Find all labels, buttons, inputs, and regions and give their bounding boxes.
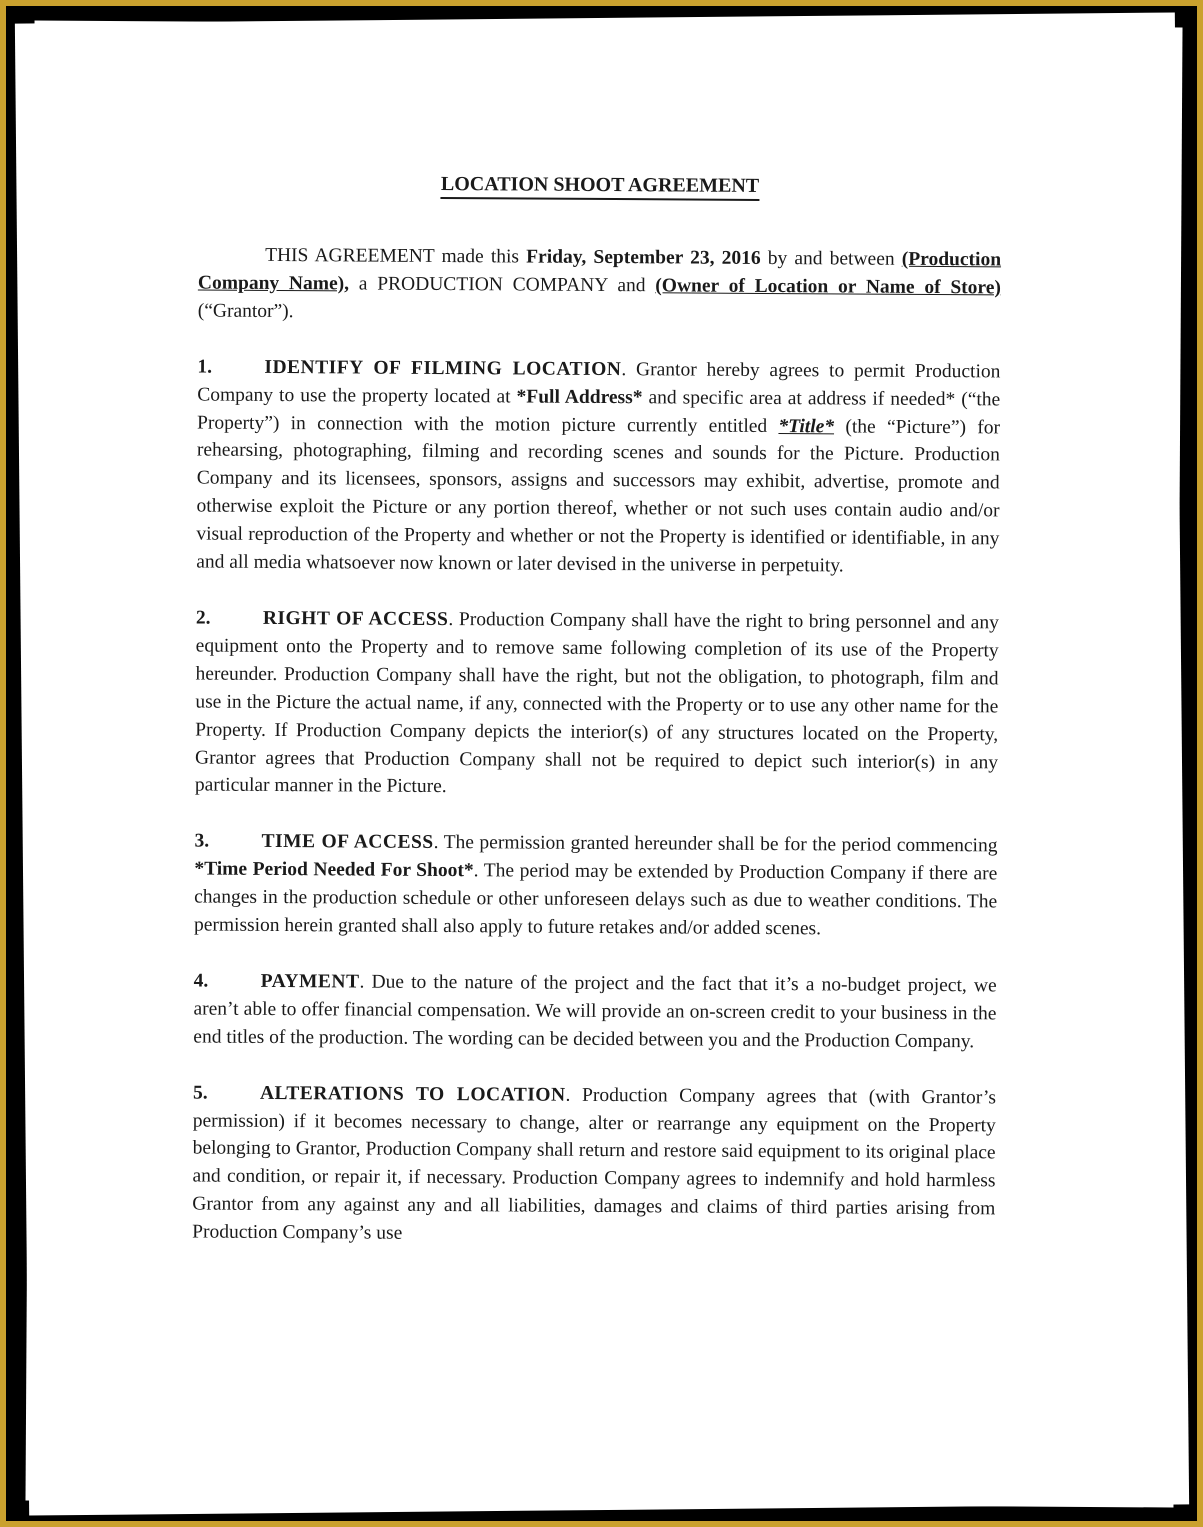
section-heading: ALTERATIONS TO LOCATION	[259, 1082, 566, 1106]
section-5	[192, 1079, 996, 1251]
section-text: . The permission granted hereunder shall be for the period commencing	[433, 832, 998, 857]
agreement-date: Friday, September 23, 2016	[526, 246, 761, 269]
address-placeholder: *Full Address*	[516, 386, 643, 408]
document-body	[192, 170, 1002, 1280]
section-heading: RIGHT OF ACCESS	[262, 607, 449, 631]
section-number: 2.	[195, 607, 211, 629]
section-heading: TIME OF ACCESS	[261, 831, 434, 854]
time-period-placeholder: *Time Period Needed For Shoot*	[194, 858, 474, 882]
document-title-text: LOCATION SHOOT AGREEMENT	[441, 172, 759, 201]
intro-text-3: a PRODUCTION COMPANY and	[348, 273, 656, 297]
section-text: . Grantor hereby agrees to permit Production Company to use the property located at	[197, 358, 1001, 408]
section-number: 3.	[194, 830, 210, 852]
section-3	[194, 828, 998, 945]
section-text: (the “Picture”) for rehearsing, photographing, filming and recording scenes and sounds for the Picture. Production Company and its licensees, sponsors, assigns and successors may exhibit, advertise, promote and otherwise exploit the Picture or any portion thereof, whether or not such uses contain audio and/or visual reproduction of the Property and whether or not the Property is identified or identifiable, in any and all media whatsoever now known or later devised in the universe in perpetuity.	[196, 415, 1001, 577]
section-text: . Due to the nature of the project and the fact that it’s a no-budget project, we aren’t able to offer financial compensation. We will provide an on-screen credit to your business in the end titles of the production. The wording can be decided between you and the Production Company.	[193, 971, 997, 1053]
section-4	[193, 967, 996, 1056]
document-page	[25, 21, 1182, 1508]
picture-title-placeholder: *Title*	[778, 415, 835, 437]
intro-text-4: (“Grantor”).	[197, 300, 294, 322]
section-number: 5.	[192, 1082, 208, 1104]
section-text: . Production Company shall have the right to bring personnel and any equipment onto the Property and to remove same following completion of its use of the Property hereunder. Production Company shall have the right, but not the obligation, to photograph, film and use in the Picture the actual name, if any, connected with the Property or to use any other name for the Property. If Production Company depicts the interior(s) of any structures located on the Property, Grantor agrees that Production Company shall not be required to depict such interior(s) in any particular manner in the Picture.	[194, 609, 999, 798]
document-title	[198, 170, 1001, 203]
section-text: . The period may be extended by Production Company if there are changes in the production schedule or other unforeseen delays such as due to weather conditions. The permission herein granted shall also apply to future retakes and/or added scenes.	[193, 860, 998, 940]
intro-text-1: THIS AGREEMENT made this	[265, 244, 527, 268]
section-number: 4.	[193, 970, 209, 992]
section-text: and specific area at address if needed* (“the Property”) in connection with the motion picture currently entitled	[197, 386, 1001, 437]
intro-paragraph	[198, 242, 1001, 331]
section-heading: PAYMENT	[260, 970, 360, 993]
section-1	[196, 353, 1000, 581]
section-heading: IDENTIFY OF FILMING LOCATION	[264, 356, 622, 380]
section-number: 1.	[197, 356, 213, 378]
section-2	[195, 604, 999, 804]
intro-text-2: by and between	[760, 247, 902, 270]
section-text: . Production Company agrees that (with Grantor’s permission) if it becomes necessary to change, alter or rearrange any equipment on the Property belonging to Grantor, Production Company shall return and restore said equipment to its original place and condition, or repair it, if necessary. Production Company agrees to indemnify and hold harmless Grantor from any against any and all liabilities, damages and claims of third parties arising from Production Company’s use	[192, 1084, 997, 1244]
company-name-placeholder: (Production Company Name),	[197, 248, 1002, 295]
owner-name-placeholder: (Owner of Location or Name of Store)	[655, 275, 1001, 299]
